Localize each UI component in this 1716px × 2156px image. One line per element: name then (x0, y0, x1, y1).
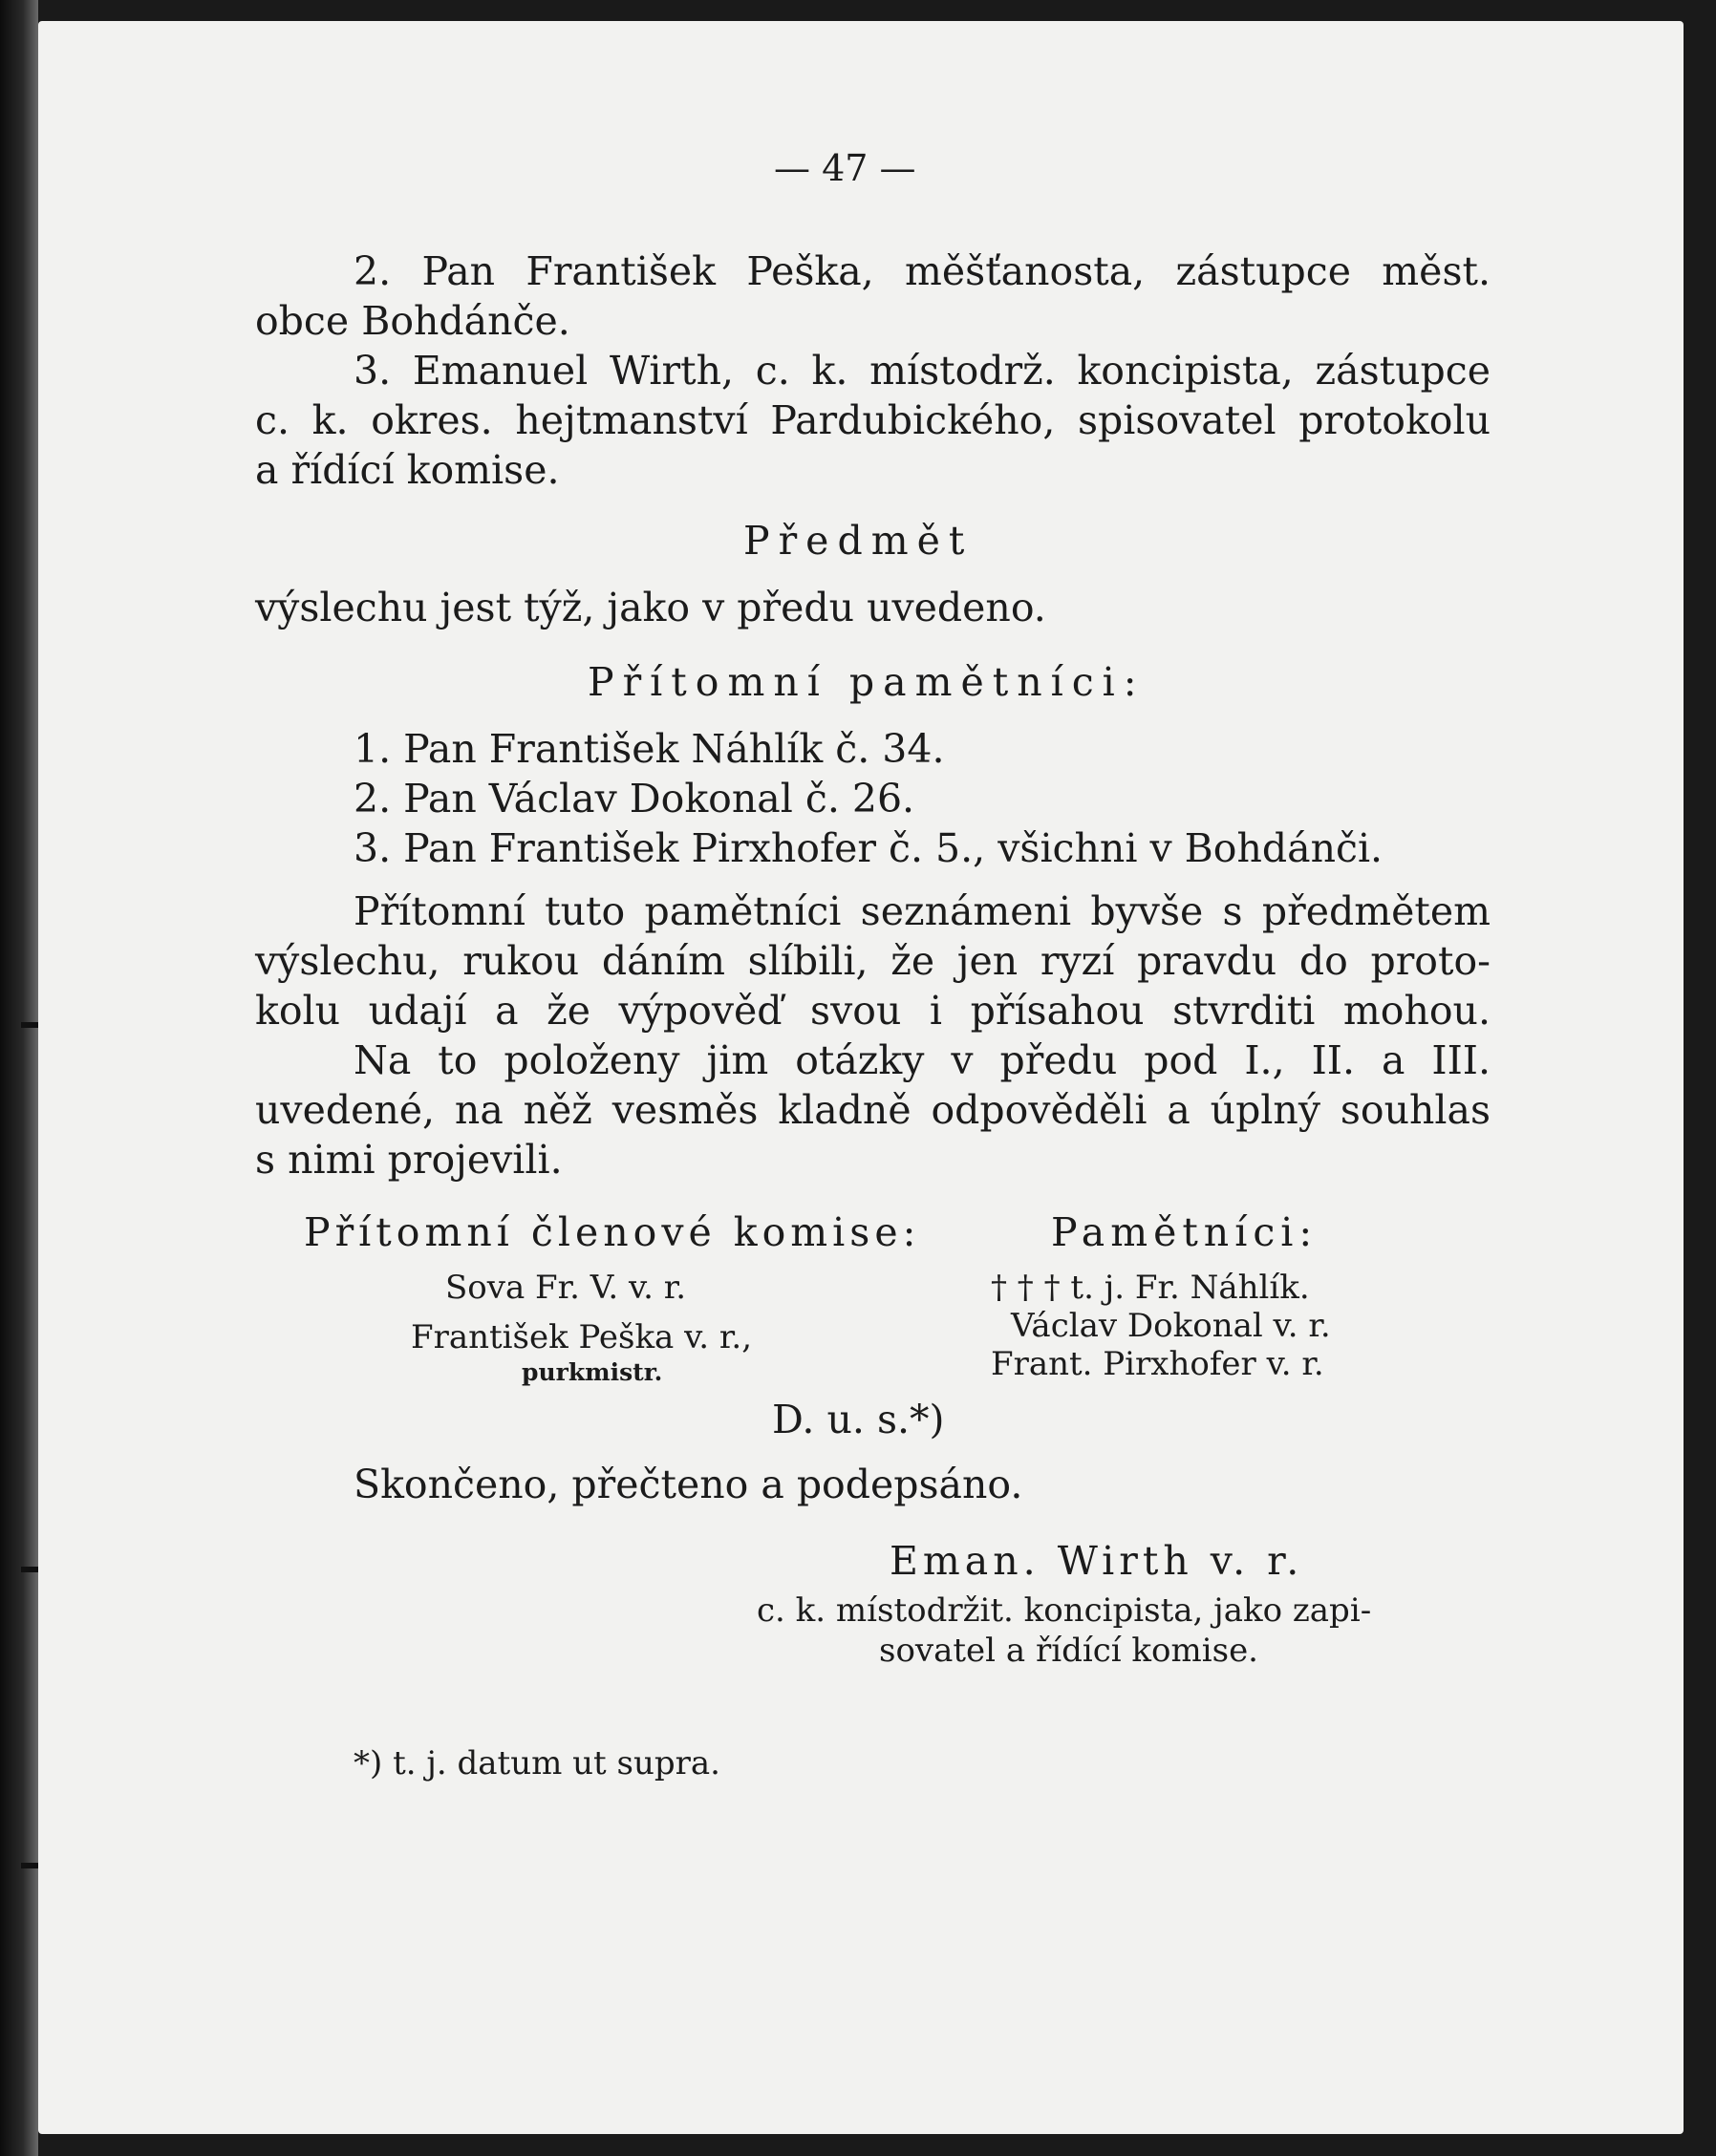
paragraph-line: výslechu jest týž, jako v předu uvedeno. (255, 585, 1046, 630)
closing-line: Skončeno, přečteno a podepsáno. (354, 1462, 1023, 1507)
paragraph-line: c. k. okres. hejtmanství Pardubického, spisovatel protokolu (255, 397, 1491, 443)
signature-left: František Peška v. r., (411, 1318, 753, 1356)
witness-item: 2. Pan Václav Dokonal č. 26. (354, 776, 915, 822)
writer-title: c. k. místodržit. koncipista, jako zapi- (757, 1591, 1372, 1630)
book-page (38, 21, 1684, 2134)
signature-right: † † † t. j. Fr. Náhlík. (991, 1269, 1310, 1307)
paragraph-line: a řídící komise. (255, 447, 560, 493)
binding-mark (21, 1022, 38, 1028)
paragraph-line: kolu udají a že výpověď svou i přísahou stvrditi mohou. (255, 988, 1491, 1034)
paragraph-line: obce Bohdánče. (255, 298, 570, 344)
signature-heading-left: Přítomní členové komise: (304, 1209, 921, 1255)
paragraph-line: s nimi projevili. (255, 1137, 563, 1183)
signature-heading-right: Pamětníci: (1051, 1209, 1319, 1255)
paragraph-line: uvedené, na něž vesměs kladně odpověděli a úplný souhlas (255, 1087, 1491, 1133)
witness-item: 1. Pan František Náhlík č. 34. (354, 726, 945, 772)
binding-mark (21, 1567, 38, 1572)
paragraph-line: 2. Pan František Peška, měšťanosta, zástupce měst. (354, 248, 1491, 294)
section-heading: Předmět (743, 518, 974, 564)
paragraph-line: Přítomní tuto pamětníci seznámeni byvše s předmětem (354, 888, 1491, 934)
signature-right: Václav Dokonal v. r. (1011, 1307, 1331, 1345)
writer-title: sovatel a řídící komise. (879, 1632, 1258, 1670)
section-heading: Přítomní pamětníci: (588, 659, 1146, 705)
paragraph-line: 3. Emanuel Wirth, c. k. místodrž. koncipista, zástupce (354, 348, 1491, 394)
witness-item: 3. Pan František Pirxhofer č. 5., všichni v Bohdánči. (354, 825, 1384, 871)
book-spine (0, 0, 38, 2156)
binding-mark (21, 1863, 38, 1868)
page-number: — 47 — (774, 147, 916, 189)
dus-mark: D. u. s.*) (772, 1397, 945, 1442)
signature-left: Sova Fr. V. v. r. (445, 1269, 687, 1307)
footnote: *) t. j. datum ut supra. (354, 1744, 720, 1782)
paragraph-line: výslechu, rukou dáním slíbili, že jen ryzí pravdu do proto- (255, 938, 1491, 984)
writer-name: Eman. Wirth v. r. (890, 1538, 1304, 1584)
paragraph-line: Na to položeny jim otázky v předu pod I., II. a III. (354, 1037, 1491, 1083)
signature-right: Frant. Pirxhofer v. r. (991, 1345, 1324, 1383)
signature-note: purkmistr. (522, 1358, 663, 1386)
